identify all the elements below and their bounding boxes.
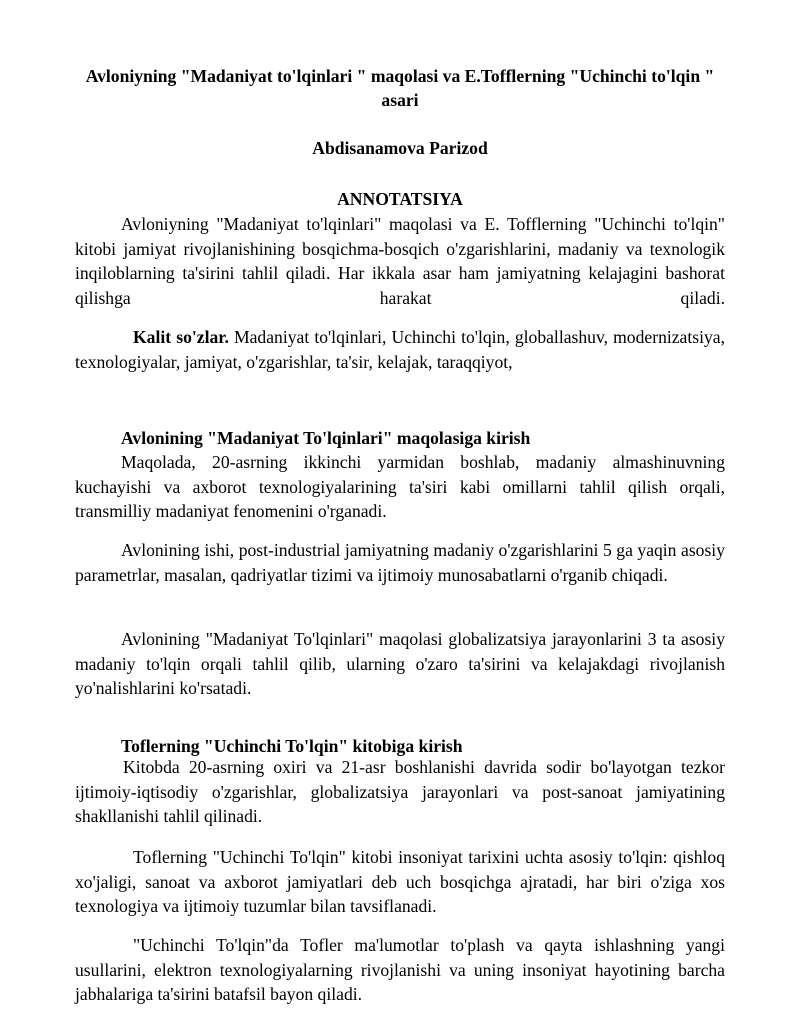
section2-paragraph-1: Kitobda 20-asrning oxiri va 21-asr boshlanishi davrida sodir bo'layotgan tezkor ijtimoiy-iqtisodiy o'zgarishlar, globalizatsiya jarayonlari va post-sanoat jamiyatining shakllanishi tahlil qilinadi.	[75, 757, 725, 826]
section1-paragraph-3: Avlonining "Madaniyat To'lqinlari" maqolasi globalizatsiya jarayonlarini 3 ta asosiy madaniy to'lqin orqali tahlil qilib, ularning o'zaro ta'sirini va kelajakdagi rivojlanish yo'nalishlarini ko'rsatadi.	[75, 629, 725, 698]
section1-paragraph-2: Avlonining ishi, post-industrial jamiyatning madaniy o'zgarishlarini 5 ga yaqin asosiy parametrlar, masalan, qadriyatlar tizimi va ijtimoiy munosabatlarni o'rganib chiqadi.	[75, 540, 725, 585]
document-title: Avloniyning "Madaniyat to'lqinlari " maqolasi va E.Tofflerning "Uchinchi to'lqin " asari	[85, 66, 715, 110]
annotation-heading: ANNOTATSIYA	[337, 189, 463, 209]
keywords-list: Madaniyat to'lqinlari, Uchinchi to'lqin, globallashuv, modernizatsiya, texnologiyalar, jamiyat, o'zgarishlar, ta'sir, kelajak, taraqqiyot,	[75, 327, 725, 372]
author-name: Abdisanamova Parizod	[312, 138, 488, 158]
section-heading-uchinchi-tolqin: Toflerning "Uchinchi To'lqin" kitobiga kirish	[121, 736, 463, 756]
keywords-paragraph	[75, 325, 725, 374]
keywords-label: Kalit so'zlar.	[133, 327, 229, 347]
section2-paragraph-2: Toflerning "Uchinchi To'lqin" kitobi insoniyat tarixini uchta asosiy to'lqin: qishloq xo'jaligi, sanoat va axborot jamiyatlari deb uch bosqichga ajratadi, har biri o'ziga xos texnologiya va ijtimoiy tuzumlar bilan tavsiflanadi.	[75, 847, 725, 916]
annotation-paragraph: Avloniyning "Madaniyat to'lqinlari" maqolasi va E. Tofflerning "Uchinchi to'lqin" kitobi jamiyat rivojlanishining bosqichma-bosqich o'zgarishlarini, madaniy va texnologik inqiloblarning ta'sirini tahlil qiladi. Har ikkala asar ham jamiyatning kelajagini bashorat qilishga harakat qiladi.	[75, 214, 725, 308]
section1-paragraph-1: Maqolada, 20-asrning ikkinchi yarmidan boshlab, madaniy almashinuvning kuchayishi va axborot texnologiyalarining ta'siri kabi omillarni tahlil qilish orqali, transmilliy madaniyat fenomenini o'rganadi.	[75, 452, 725, 521]
section-heading-madaniyat-toqinlari: Avlonining "Madaniyat To'lqinlari" maqolasiga kirish	[121, 428, 531, 448]
section2-paragraph-3: "Uchinchi To'lqin"da Tofler ma'lumotlar to'plash va qayta ishlashning yangi usullarini, elektron texnologiyalarning rivojlanishi va uning insoniyat hayotining barcha jabhalariga ta'sirini batafsil bayon qiladi.	[75, 935, 725, 1004]
